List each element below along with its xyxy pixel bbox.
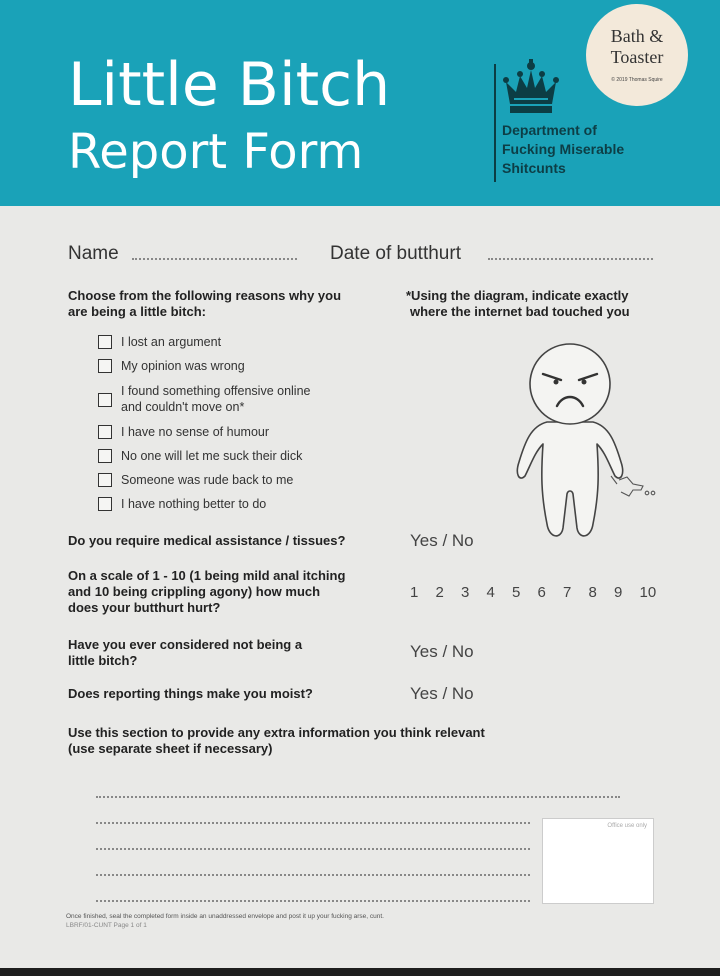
reasons-prompt-line2: are being a little bitch: [68, 304, 206, 319]
date-label: Date of butthurt [330, 243, 461, 264]
extra-info-line[interactable] [96, 796, 620, 798]
option-no-one: No one will let me suck their dick [121, 449, 303, 463]
option-offensive-online: I found something offensive online [121, 384, 311, 398]
scale-value[interactable]: 4 [486, 584, 495, 601]
extra-info-line2: (use separate sheet if necessary) [68, 741, 273, 756]
header-divider [494, 64, 496, 182]
checkbox-nothing-better[interactable] [98, 497, 112, 511]
option-offensive-online-line2: and couldn't move on* [121, 400, 245, 414]
moist-answer[interactable]: Yes / No [410, 684, 474, 703]
diagram-prompt-line2: where the internet bad touched you [410, 304, 630, 319]
option-opinion-wrong: My opinion was wrong [121, 359, 245, 373]
form-title-line2: Report Form [68, 124, 364, 180]
checkbox-offensive-online[interactable] [98, 393, 112, 407]
extra-info-line[interactable] [96, 848, 530, 850]
department-line3: Shitcunts [502, 160, 566, 176]
scale-value[interactable]: 10 [639, 584, 657, 601]
butthurt-scale [410, 584, 666, 601]
considered-question-line2: little bitch? [68, 653, 138, 668]
office-use-box [542, 818, 654, 904]
department-line1: Department of [502, 122, 597, 138]
scale-value[interactable]: 2 [435, 584, 444, 601]
option-nothing-better: I have nothing better to do [121, 497, 267, 511]
scale-value[interactable]: 1 [410, 584, 419, 601]
header-banner [0, 0, 720, 206]
scale-question-line3: does your butthurt hurt? [68, 600, 221, 615]
medical-answer[interactable]: Yes / No [410, 531, 474, 550]
diagram-prompt-line1: *Using the diagram, indicate exactly [406, 288, 629, 303]
brand-name: Bath & Toaster [610, 26, 664, 67]
checkbox-no-humour[interactable] [98, 425, 112, 439]
name-label: Name [68, 243, 119, 264]
reasons-prompt-line1: Choose from the following reasons why you [68, 288, 342, 303]
form-title-line1: Little Bitch [68, 50, 391, 120]
extra-info-line[interactable] [96, 900, 530, 902]
footer-page-ref: LBRF/01-CUNT Page 1 of 1 [66, 922, 147, 929]
moist-question: Does reporting things make you moist? [68, 686, 313, 701]
scale-value[interactable]: 7 [563, 584, 572, 601]
checkbox-no-one[interactable] [98, 449, 112, 463]
scale-value[interactable]: 5 [512, 584, 521, 601]
extra-info-line[interactable] [96, 822, 530, 824]
considered-question-line1: Have you ever considered not being a [68, 637, 303, 652]
date-field[interactable] [488, 258, 653, 260]
brand-copyright: © 2019 Thomas Squire [611, 77, 663, 83]
option-lost-argument: I lost an argument [121, 335, 222, 349]
brand-badge [586, 4, 688, 106]
crown-icon [500, 58, 562, 116]
considered-answer[interactable]: Yes / No [410, 642, 474, 661]
scale-question-line1: On a scale of 1 - 10 (1 being mild anal itching [68, 568, 346, 583]
option-no-humour: I have no sense of humour [121, 425, 270, 439]
checkbox-lost-argument[interactable] [98, 335, 112, 349]
medical-question: Do you require medical assistance / tissues? [68, 533, 346, 548]
scale-value[interactable]: 8 [588, 584, 597, 601]
footer-instructions: Once finished, seal the completed form inside an unaddressed envelope and post it up your fucking arse, cunt. [66, 913, 384, 920]
extra-info-line1: Use this section to provide any extra information you think relevant [68, 725, 485, 740]
checkbox-opinion-wrong[interactable] [98, 359, 112, 373]
name-field[interactable] [132, 258, 297, 260]
extra-info-line[interactable] [96, 874, 530, 876]
scale-value[interactable]: 9 [614, 584, 623, 601]
scale-question-line2: and 10 being crippling agony) how much [68, 584, 321, 599]
option-rude-back: Someone was rude back to me [121, 473, 294, 487]
checkbox-rude-back[interactable] [98, 473, 112, 487]
scale-value[interactable]: 3 [461, 584, 470, 601]
body-diagram[interactable] [505, 334, 665, 546]
office-use-label: Office use only [607, 823, 647, 829]
scale-value[interactable]: 6 [537, 584, 546, 601]
department-line2: Fucking Miserable [502, 141, 625, 157]
